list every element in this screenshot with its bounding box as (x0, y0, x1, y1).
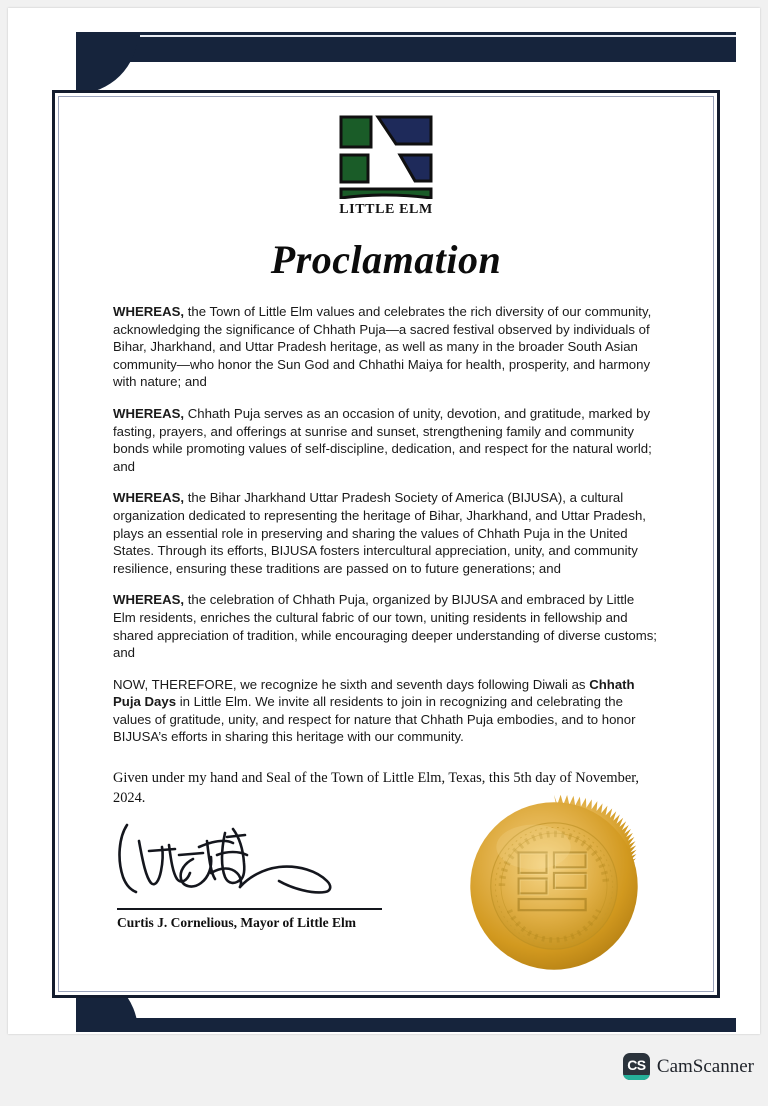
clause-lead-4: WHEREAS, (113, 592, 185, 608)
clause-text-3: the Bihar Jharkhand Uttar Pradesh Society of America (BIJUSA), a cultural organization dedicated to representing the heritage of Bihar, Jharkhand, and Uttar Pradesh, plays an essential role in preserving and sharing the values of Chhath Puja in the United States. Through its efforts, BIJUSA fosters intercultural appreciation, unity, and community resilience, ensuring these traditions are passed on to future generations; and (113, 490, 646, 576)
clause-text-2: Chhath Puja serves as an occasion of unity, devotion, and gratitude, marked by fasting, prayers, and offerings at sunrise and sunset, strengthening family and community bonds while promoting values of self-discipline, dedication, and respect for the natural world; and (113, 405, 652, 474)
resolution-text-before: we recognize he sixth and seventh days following Diwali as (236, 676, 590, 692)
resolution-bold-phrase: Chhath Puja Days (113, 676, 635, 710)
mayor-signature-icon (113, 811, 363, 906)
camscanner-logo-mark: CS (627, 1057, 646, 1073)
resolution-lead: NOW, THEREFORE, (113, 676, 237, 692)
camscanner-logo-strip (623, 1075, 650, 1080)
clause-lead-1: WHEREAS, (113, 304, 185, 319)
camscanner-wordmark: CamScanner (656, 1055, 754, 1077)
signature-rule (117, 908, 382, 910)
whereas-clause-3 (113, 489, 659, 577)
border-top-hairline (140, 35, 736, 37)
resolution-text-after: in Little Elm. We invite all residents to join in recognizing and celebrating the values of gratitude, unity, and respect for nature that Chhath Puja embodies, and to honor BIJUSA’s efforts in sharing this heritage with our community. (113, 694, 636, 745)
camscanner-logo-icon (623, 1053, 650, 1080)
resolution-clause (113, 676, 659, 746)
attestation-text: Given under my hand and Seal of the Town of Little Elm, Texas, this 5th day of November, 2024. (113, 770, 640, 807)
proclamation-title: Proclamation (270, 237, 502, 282)
whereas-clause-1 (113, 303, 659, 391)
official-seal-icon (461, 793, 647, 979)
town-logo-block (113, 107, 659, 218)
clause-text-1: the Town of Little Elm values and celebrates the rich diversity of our community, acknowledging the significance of Chhath Puja—a sacred festival observed by individuals of Bihar, Jharkhand, and Uttar Pradesh heritage, as well as many in the broader South Asian community—who honor the Sun God and Chhathi Maiya for health, prosperity, and harmony with nature; and (113, 304, 652, 390)
signatory-name: Curtis J. Cornelious, Mayor of Little Elm (117, 915, 356, 930)
scanned-page (8, 8, 760, 1034)
clause-lead-3: WHEREAS, (113, 490, 185, 506)
town-logo-wordmark: LITTLE ELM (339, 202, 433, 217)
signature-block (117, 811, 417, 931)
clause-text-4: the celebration of Chhath Puja, organized by BIJUSA and embraced by Little Elm residents, enriches the cultural fabric of our town, uniting residents in fellowship and shared appreciation of tradition, while encouraging deeper understanding of diverse customs; and (113, 592, 657, 661)
little-elm-crest-icon (338, 113, 434, 199)
whereas-clause-4 (113, 591, 659, 661)
border-bottom-bar (76, 1018, 736, 1032)
corner-flourish-top-left (76, 32, 138, 94)
document-border (52, 90, 720, 998)
camscanner-watermark (623, 1053, 754, 1080)
clause-lead-2: WHEREAS, (113, 405, 185, 421)
whereas-clause-2 (113, 405, 659, 475)
